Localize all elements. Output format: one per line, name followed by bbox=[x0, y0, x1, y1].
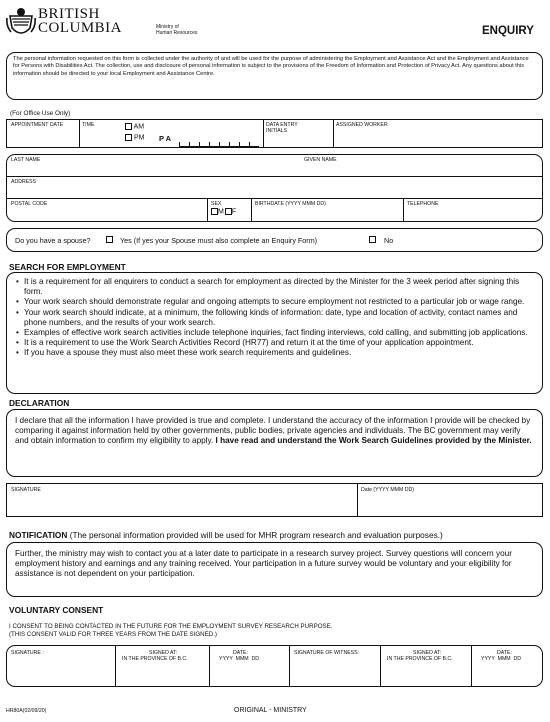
search-item: • If you have a spouse they must also meet these work search requirements and guidelines. bbox=[15, 348, 536, 358]
data-entry-initials-label: DATA ENTRY INITIALS bbox=[266, 122, 298, 134]
office-use-box bbox=[6, 119, 543, 148]
consent-line1: I CONSENT TO BEING CONTACTED IN THE FUTURE FOR THE EMPLOYMENT SURVEY RESEARCH PURPOSE. bbox=[9, 623, 333, 630]
time-label: TIME bbox=[82, 122, 95, 128]
consent-date-1: DATE: bbox=[233, 650, 248, 656]
declaration-box bbox=[6, 409, 543, 477]
declaration-signature-box bbox=[6, 483, 543, 517]
privacy-notice: The personal information requested on this form is collected under the authority of and will be used for the purpose of administering the Employment and Assistance Act and the Employment and Assistance for Persons with Disabilities Act. The collection, use and disclosure of personal information is subject to the provisions of the Freedom of Information and Protection of Privacy Act. Any questions about this information should be directed to your local Employment and Assistance Centre. bbox=[13, 56, 529, 77]
address-field[interactable] bbox=[11, 185, 536, 197]
search-item: • It is a requirement for all enquirers to conduct a search for employment as directed by the Minister for the 3 week period after signing this form. bbox=[15, 277, 536, 297]
consent-w-date-2: YYYY MMM DD bbox=[481, 656, 521, 662]
pm-option[interactable] bbox=[125, 134, 144, 141]
consent-witness-label: SIGNATURE OF WITNESS: bbox=[294, 650, 360, 656]
consent-signature-box bbox=[6, 645, 543, 687]
spouse-no-checkbox[interactable] bbox=[369, 236, 376, 243]
assigned-worker-label: ASSIGNED WORKER bbox=[336, 122, 388, 128]
pm-label: PM bbox=[133, 134, 145, 142]
spouse-yes-label: Yes (If yes your Spouse must also complete an Enquiry Form) bbox=[120, 236, 318, 245]
declaration-signature-label: SIGNATURE bbox=[11, 487, 41, 493]
consent-w-signed-at-2: IN THE PROVINCE OF B.C. bbox=[387, 656, 453, 662]
search-item: • Your work search should demonstrate regular and ongoing attempts to secure employment not restricted to a particular job or wage range. bbox=[15, 297, 536, 307]
sex-f-label: F bbox=[231, 208, 237, 216]
spouse-no-label: No bbox=[384, 236, 394, 245]
form-title: ENQUIRY bbox=[482, 25, 534, 37]
postal-code-label: POSTAL CODE bbox=[11, 201, 48, 207]
spouse-box bbox=[6, 228, 543, 252]
consent-signature-label: SIGNATURE : bbox=[11, 650, 44, 656]
last-name-label: LAST NAME bbox=[11, 157, 41, 163]
search-heading: SEARCH FOR EMPLOYMENT bbox=[9, 262, 126, 272]
ministry-line2: Human Resources bbox=[156, 30, 198, 36]
consent-witness-field[interactable] bbox=[294, 658, 376, 684]
declaration-signature-field[interactable] bbox=[11, 494, 351, 516]
am-option[interactable] bbox=[125, 123, 144, 130]
search-list bbox=[15, 277, 536, 359]
consent-signature-field[interactable] bbox=[11, 658, 111, 684]
logo-line2: COLUMBIA bbox=[38, 20, 123, 36]
notification-text: Further, the ministry may wish to contact you at a later date to participate in a research survey project. Survey questions will concern your employment history and earnings and any training received. Your participation in a future survey would be voluntary and your eligibility for assistance is not dependent on your participation. bbox=[15, 549, 512, 579]
form-code: HR80A(02/09/20) bbox=[6, 708, 47, 714]
address-label: ADDRESS bbox=[11, 179, 37, 185]
consent-w-date-1: DATE: bbox=[497, 650, 512, 656]
sex-label: SEX bbox=[211, 201, 222, 207]
given-name-field[interactable] bbox=[304, 163, 534, 177]
logo-line1: BRITISH bbox=[38, 6, 100, 22]
privacy-notice-box bbox=[6, 52, 543, 100]
consent-signed-at-2: IN THE PROVINCE OF B.C. bbox=[122, 656, 188, 662]
given-name-label: GIVEN NAME bbox=[304, 157, 337, 163]
declaration-date-field[interactable] bbox=[361, 494, 539, 516]
spouse-yes-checkbox[interactable] bbox=[106, 236, 113, 243]
notification-heading: NOTIFICATION bbox=[9, 530, 68, 540]
sex-m-label: M bbox=[218, 208, 224, 216]
pa-entry-ticks[interactable] bbox=[179, 140, 259, 147]
consent-line2: (THIS CONSENT VALID FOR THREE YEARS FROM THE DATE SIGNED.) bbox=[9, 631, 217, 638]
consent-date-2: YYYY MMM DD bbox=[219, 656, 259, 662]
search-box bbox=[6, 272, 543, 394]
last-name-field[interactable] bbox=[11, 163, 301, 177]
consent-heading: VOLUNTARY CONSENT bbox=[9, 605, 104, 615]
declaration-date-label: Date (YYYY MMM DD) bbox=[361, 487, 414, 493]
sex-m-checkbox[interactable] bbox=[211, 208, 218, 215]
spouse-question: Do you have a spouse? bbox=[15, 236, 91, 245]
declaration-body: I declare that all the information I have provided is true and complete. I understand the accuracy of the information I provide will be checked by comparing it against information held by other governments, public bodies, private agencies and individuals. The BC government may verify and obtain information to confirm my eligibility to apply. bbox=[15, 416, 531, 446]
notification-heading-line bbox=[9, 530, 443, 540]
copy-designation: ORIGINAL - MINISTRY bbox=[234, 707, 307, 714]
applicant-box bbox=[6, 154, 543, 222]
sex-options bbox=[211, 208, 236, 215]
consent-w-signed-at-1: SIGNED AT: bbox=[413, 650, 442, 656]
search-item: • It is a requirement to use the Work Search Activities Record (HR77) and return it at the time of your application appointment. bbox=[15, 338, 536, 348]
appointment-date-label: APPOINTMENT DATE bbox=[11, 122, 64, 128]
bc-logo bbox=[6, 6, 136, 40]
am-checkbox[interactable] bbox=[125, 123, 132, 130]
notification-heading-rest: (The personal information provided will be used for MHR program research and evaluation purposes.) bbox=[67, 530, 443, 540]
search-item: • Your work search should indicate, at a minimum, the following kinds of information: date, type and location of activity, contact names and phone numbers, and the results of your work search. bbox=[15, 308, 536, 328]
declaration-heading: DECLARATION bbox=[9, 398, 70, 408]
sex-f-checkbox[interactable] bbox=[225, 208, 232, 215]
consent-signed-at-1: SIGNED AT: bbox=[149, 650, 178, 656]
declaration-bold: I have read and understand the Work Search Guidelines provided by the Minister. bbox=[215, 436, 532, 446]
birthdate-label: BIRTHDATE (YYYY MMM DD) bbox=[255, 201, 326, 207]
office-use-heading: (For Office Use Only) bbox=[10, 110, 71, 117]
am-label: AM bbox=[133, 123, 145, 131]
pa-code: P A bbox=[159, 134, 172, 143]
declaration-text bbox=[15, 416, 535, 447]
telephone-label: TELEPHONE bbox=[407, 201, 439, 207]
pm-checkbox[interactable] bbox=[125, 134, 132, 141]
notification-box bbox=[6, 542, 543, 597]
ministry-line1: Ministry of bbox=[156, 24, 179, 30]
crest-icon bbox=[6, 6, 36, 38]
search-item: • Examples of effective work search activities include telephone inquiries, fact finding interviews, cold calling, and submitting job applications. bbox=[15, 328, 536, 338]
